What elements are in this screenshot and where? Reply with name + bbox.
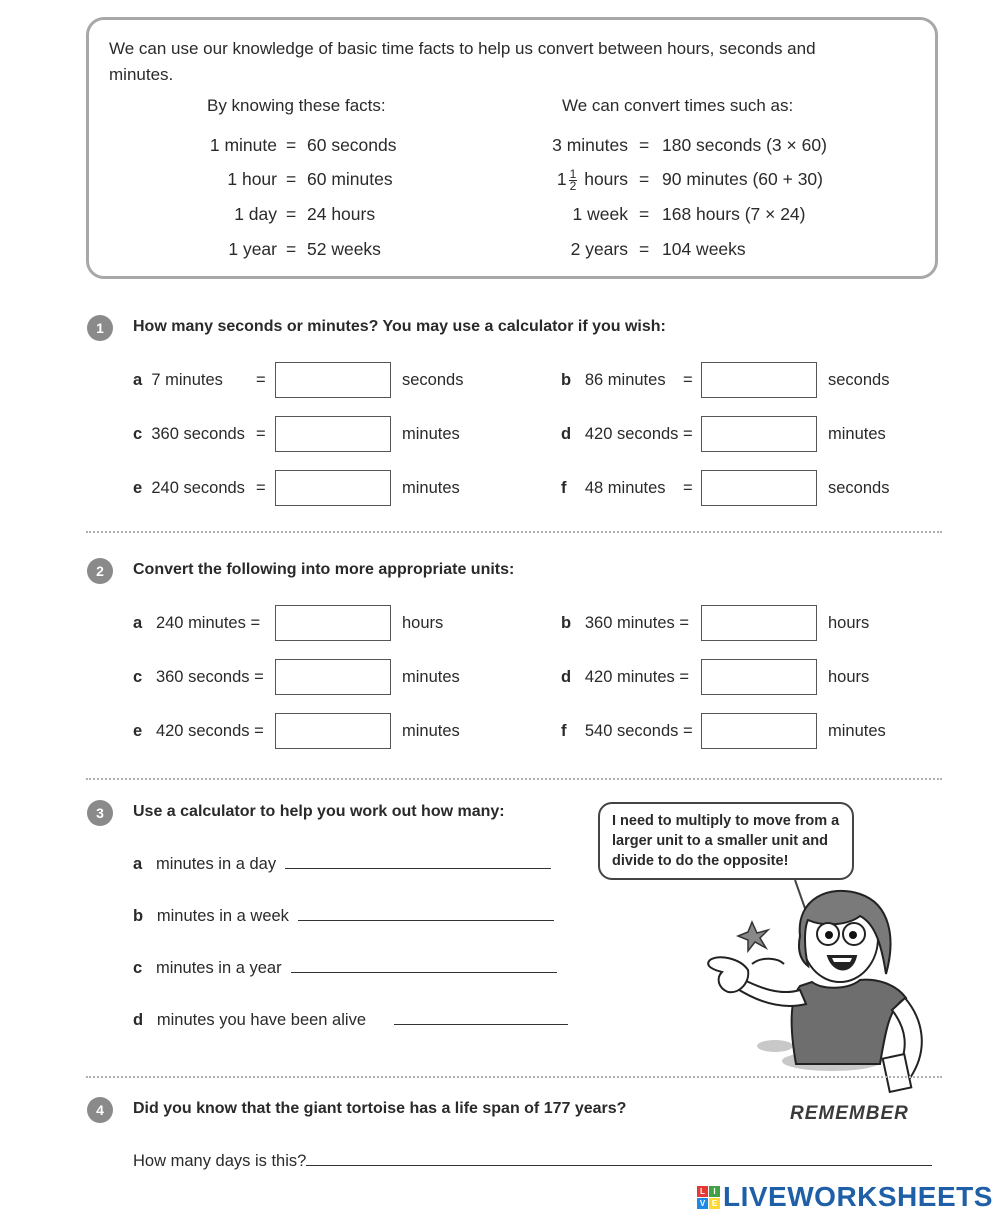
- answer-input-q1b[interactable]: [701, 362, 817, 398]
- item-text: 86 minutes: [584, 371, 666, 389]
- section-divider: [86, 778, 942, 780]
- item-equals: =: [256, 371, 266, 389]
- conversion-right: 104 weeks: [662, 239, 746, 259]
- item-letter: b: [133, 907, 144, 925]
- item-letter: a: [133, 855, 143, 873]
- conversion-equals: =: [639, 169, 650, 189]
- conversion-left: [557, 167, 628, 192]
- fact-right: 60 minutes: [307, 169, 393, 189]
- remember-label: REMEMBER: [790, 1103, 909, 1124]
- q1-item-f: [561, 469, 666, 507]
- mixed-unit: hours: [584, 169, 628, 189]
- item-text: 240 seconds: [151, 479, 245, 497]
- q2-item-a: [133, 604, 260, 642]
- answer-input-q2d[interactable]: [701, 659, 817, 695]
- answer-input-q1d[interactable]: [701, 416, 817, 452]
- teeth: [832, 958, 852, 962]
- item-unit: hours: [828, 614, 870, 632]
- hand: [708, 957, 748, 992]
- question-2-title: Convert the following into more appropriate units:: [133, 561, 515, 578]
- fraction-denominator: 2: [569, 178, 577, 193]
- fact-equals: =: [286, 204, 297, 224]
- answer-line-q4[interactable]: [306, 1147, 932, 1166]
- item-equals: =: [679, 614, 689, 632]
- item-letter: d: [133, 1011, 144, 1029]
- item-letter: c: [133, 425, 143, 443]
- answer-line-q3a[interactable]: [285, 850, 551, 869]
- finger: [752, 959, 784, 964]
- answer-input-q2a[interactable]: [275, 605, 391, 641]
- item-text: 360 seconds: [151, 425, 245, 443]
- facts-heading: By knowing these facts:: [207, 96, 386, 115]
- item-unit: minutes: [402, 722, 460, 740]
- fraction: [569, 166, 578, 193]
- answer-input-q2c[interactable]: [275, 659, 391, 695]
- q2-item-e: [133, 712, 264, 750]
- logo-tile: E: [709, 1198, 720, 1209]
- speech-bubble: I need to multiply to move from a larger unit to a smaller unit and divide to do the opposite!: [598, 802, 854, 880]
- q1-item-a: [133, 361, 223, 399]
- item-letter: d: [561, 425, 572, 443]
- fact-equals: =: [286, 135, 297, 155]
- answer-input-q1c[interactable]: [275, 416, 391, 452]
- item-unit: minutes: [402, 479, 460, 497]
- item-text: 360 minutes: [584, 614, 675, 632]
- section-divider: [86, 1076, 942, 1078]
- q1-item-d: [561, 415, 678, 453]
- conversion-left: 3 minutes: [552, 135, 628, 155]
- q1-item-e: [133, 469, 245, 507]
- item-unit: minutes: [828, 425, 886, 443]
- q3-item-d: [133, 1001, 568, 1039]
- fact-equals: =: [286, 239, 297, 259]
- pupil: [849, 931, 857, 939]
- item-text: minutes in a week: [156, 907, 289, 925]
- item-letter: c: [133, 959, 143, 977]
- item-equals: =: [250, 614, 261, 632]
- question-1-number: 1: [87, 315, 113, 341]
- item-letter: b: [561, 614, 572, 632]
- item-equals: =: [254, 722, 264, 740]
- answer-input-q1a[interactable]: [275, 362, 391, 398]
- conversion-left: 2 years: [570, 239, 628, 259]
- item-letter: f: [561, 479, 567, 497]
- answer-line-q3c[interactable]: [291, 954, 557, 973]
- logo-tile: L: [697, 1186, 708, 1197]
- item-unit: seconds: [402, 371, 464, 389]
- brand-name: LIVEWORKSHEETS: [723, 1181, 993, 1212]
- q3-item-c: [133, 949, 557, 987]
- answer-input-q1f[interactable]: [701, 470, 817, 506]
- item-text: 7 minutes: [151, 371, 223, 389]
- q3-item-b: [133, 897, 554, 935]
- logo-tile: V: [697, 1198, 708, 1209]
- conversion-equals: =: [639, 135, 650, 155]
- conversion-right: 168 hours (7 × 24): [662, 204, 806, 224]
- item-equals: =: [683, 371, 693, 389]
- item-text: 420 seconds: [584, 425, 679, 443]
- item-text: minutes in a day: [155, 855, 277, 873]
- item-equals: =: [254, 668, 264, 686]
- logo-tile: I: [709, 1186, 720, 1197]
- item-text: 360 seconds: [155, 668, 250, 686]
- shadow: [757, 1040, 793, 1052]
- q3-item-a: [133, 845, 551, 883]
- q2-item-c: [133, 658, 264, 696]
- answer-input-q2e[interactable]: [275, 713, 391, 749]
- item-text: 240 minutes: [155, 614, 246, 632]
- item-equals: =: [683, 479, 693, 497]
- item-text: minutes in a year: [155, 959, 282, 977]
- sparkle-icon: [738, 922, 768, 951]
- item-equals: =: [683, 722, 693, 740]
- item-unit: hours: [828, 668, 870, 686]
- question-1-title: How many seconds or minutes? You may use a calculator if you wish:: [133, 318, 666, 335]
- fact-right: 52 weeks: [307, 239, 381, 259]
- item-letter: e: [133, 722, 143, 740]
- q2-item-b: [561, 604, 689, 642]
- item-text: 420 minutes: [584, 668, 675, 686]
- item-letter: c: [133, 668, 143, 686]
- answer-line-q3d[interactable]: [394, 1006, 568, 1025]
- answer-input-q1e[interactable]: [275, 470, 391, 506]
- conversion-left: 1 week: [572, 204, 628, 224]
- item-unit: seconds: [828, 371, 890, 389]
- mixed-whole: 1: [556, 169, 567, 189]
- q1-item-c: [133, 415, 245, 453]
- item-text: 48 minutes: [584, 479, 666, 497]
- item-text: minutes you have been alive: [156, 1011, 366, 1029]
- pupil: [825, 931, 833, 939]
- conversion-right: 90 minutes (60 + 30): [662, 169, 823, 189]
- item-unit: seconds: [828, 479, 890, 497]
- item-letter: a: [133, 614, 143, 632]
- section-divider: [86, 531, 942, 533]
- character-illustration: [700, 878, 945, 1100]
- question-3-title: Use a calculator to help you work out how many:: [133, 803, 505, 820]
- item-unit: minutes: [828, 722, 886, 740]
- fact-equals: =: [286, 169, 297, 189]
- q1-item-b: [561, 361, 666, 399]
- item-equals: =: [679, 668, 689, 686]
- fact-left: 1 hour: [227, 169, 277, 189]
- item-text: 420 seconds: [155, 722, 250, 740]
- fraction-numerator: 1: [569, 166, 577, 181]
- q4-prompt: How many days is this?: [133, 1152, 307, 1170]
- q4-prompt-row: [133, 1142, 932, 1180]
- conversion-equals: =: [639, 204, 650, 224]
- item-unit: hours: [402, 614, 444, 632]
- item-letter: f: [561, 722, 567, 740]
- q2-item-d: [561, 658, 689, 696]
- shirt: [792, 980, 906, 1064]
- intro-text: We can use our knowledge of basic time facts to help us convert between hours, seconds and minutes.: [109, 39, 816, 84]
- liveworksheets-logo: [697, 1181, 993, 1213]
- item-letter: d: [561, 668, 572, 686]
- item-equals: =: [256, 425, 266, 443]
- convert-heading: We can convert times such as:: [562, 96, 794, 115]
- fact-right: 24 hours: [307, 204, 376, 224]
- question-2-number: 2: [87, 558, 113, 584]
- fact-right: 60 seconds: [307, 135, 397, 155]
- conversion-equals: =: [639, 239, 650, 259]
- conversion-right: 180 seconds (3 × 60): [662, 135, 827, 155]
- question-4-title: Did you know that the giant tortoise has a life span of 177 years?: [133, 1100, 627, 1117]
- item-text: 540 seconds: [584, 722, 679, 740]
- logo-tiles: [697, 1186, 720, 1209]
- answer-line-q3b[interactable]: [298, 902, 554, 921]
- item-equals: =: [683, 425, 693, 443]
- item-equals: =: [256, 479, 266, 497]
- question-3-number: 3: [87, 800, 113, 826]
- answer-input-q2f[interactable]: [701, 713, 817, 749]
- fact-left: 1 day: [234, 204, 277, 224]
- item-letter: b: [561, 371, 572, 389]
- answer-input-q2b[interactable]: [701, 605, 817, 641]
- item-letter: e: [133, 479, 143, 497]
- item-unit: minutes: [402, 425, 460, 443]
- fact-left: 1 minute: [209, 135, 277, 155]
- item-letter: a: [133, 371, 143, 389]
- item-unit: minutes: [402, 668, 460, 686]
- q2-item-f: [561, 712, 693, 750]
- question-4-number: 4: [87, 1097, 113, 1123]
- fact-left: 1 year: [228, 239, 277, 259]
